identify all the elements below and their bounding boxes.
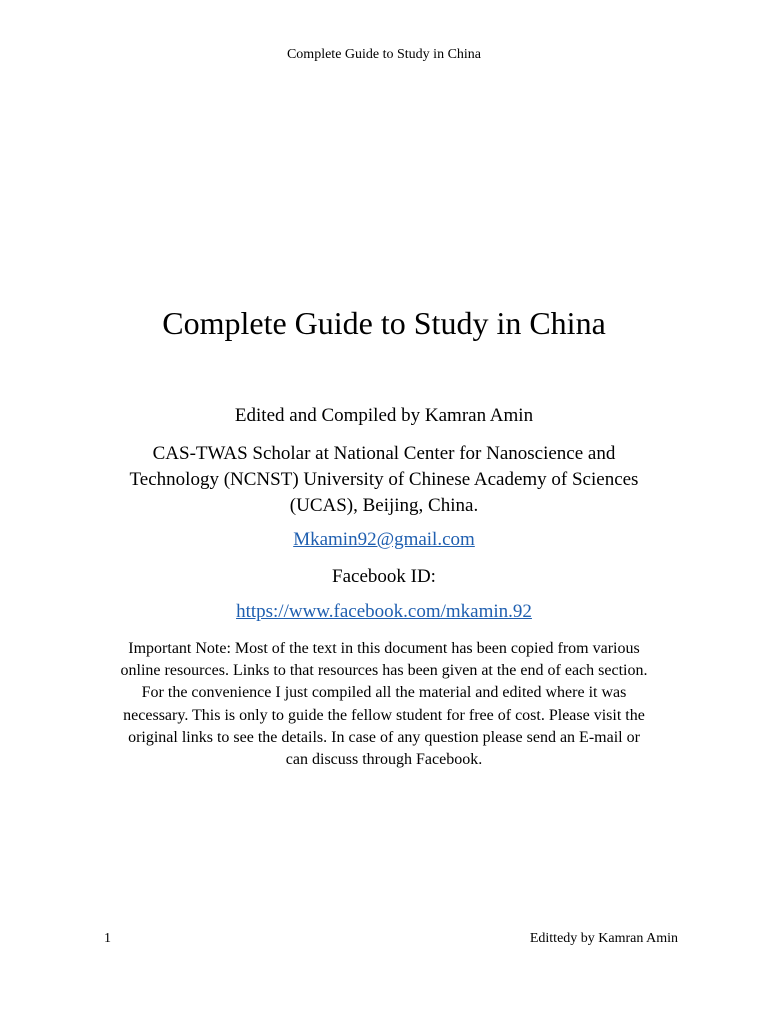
note-line: original links to see the details. In case of any question please send an E-mail or — [128, 728, 640, 746]
running-header: Complete Guide to Study in China — [286, 47, 482, 62]
affiliation-block — [60, 441, 708, 519]
affiliation-line: (UCAS), Beijing, China. — [289, 495, 479, 516]
affiliation-line: CAS-TWAS Scholar at National Center for Nanoscience and — [152, 443, 616, 464]
facebook-label: Facebook ID: — [332, 566, 436, 587]
email-link[interactable]: Mkamin92@gmail.com — [293, 529, 475, 550]
page-number: 1 — [104, 931, 111, 946]
note-line: necessary. This is only to guide the fellow student for free of cost. Please visit the — [123, 706, 645, 724]
facebook-row — [0, 601, 768, 623]
note-line: Important Note: Most of the text in this document has been copied from various — [128, 640, 640, 657]
affiliation-line: Technology (NCNST) University of Chinese Academy of Sciences — [129, 469, 639, 490]
note-line: can discuss through Facebook. — [285, 751, 483, 769]
facebook-link[interactable]: https://www.facebook.com/mkamin.92 — [236, 601, 532, 622]
editor-line: Edited and Compiled by Kamran Amin — [234, 405, 534, 426]
document-title: Complete Guide to Study in China — [162, 305, 606, 341]
email-row — [0, 529, 768, 551]
note-line: For the convenience I just compiled all the material and edited where it was — [141, 684, 627, 702]
important-note — [80, 638, 688, 771]
note-line: online resources. Links to that resources has been given at the end of each section. — [120, 662, 648, 680]
footer-editor-credit: Edittedy by Kamran Amin — [529, 931, 678, 946]
